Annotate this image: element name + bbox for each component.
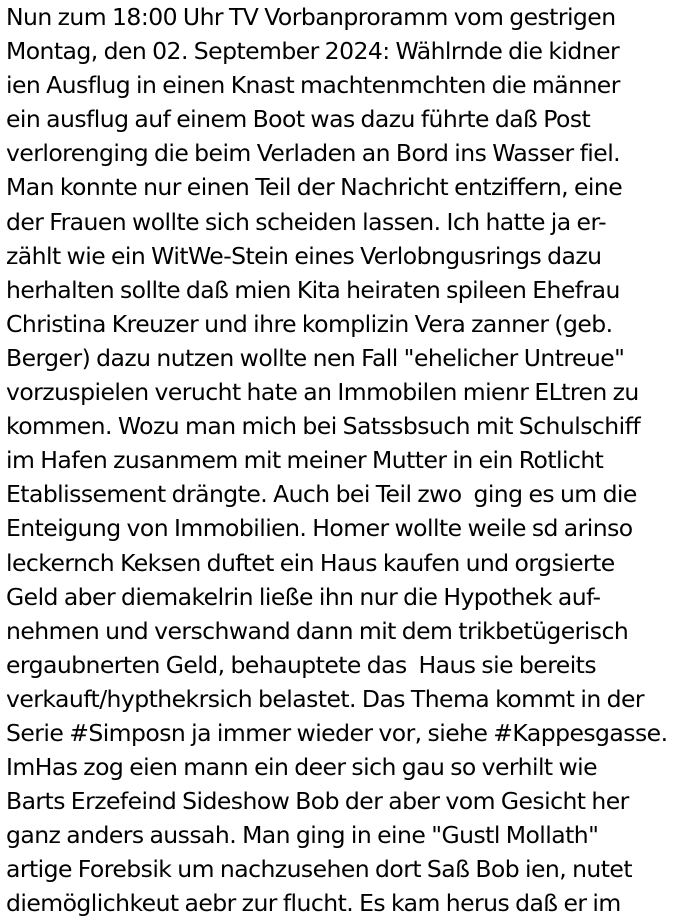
text-line: Berger) dazu nutzen wollte nen Fall "ehelicher Untreue" xyxy=(6,343,625,372)
text-line: nehmen und verschwand dann mit dem trikbetügerisch xyxy=(6,616,629,645)
text-line: vorzuspielen verucht hate an Immobilen mienr ELtren zu xyxy=(6,378,639,407)
text-line: verkauft/hypthekrsich belastet. Das Thema kommt in der xyxy=(6,684,645,713)
text-line: Montag, den 02. September 2024: Wählrnde die kidner xyxy=(6,37,620,66)
text-line: ImHas zog eien mann ein deer sich gau so verhilt wie xyxy=(6,753,598,782)
text-line: Nun zum 18:00 Uhr TV Vorbanproramm vom gestrigen xyxy=(6,3,616,31)
text-line: verlorenging die beim Verladen an Bord ins Wasser fiel. xyxy=(6,139,621,168)
text-line: ien Ausflug in einen Knast machtenmchten die männer xyxy=(6,71,620,100)
document-body xyxy=(6,0,684,921)
text-line: der Frauen wollte sich scheiden lassen. Ich hatte ja er- xyxy=(6,207,607,236)
text-line: Serie #Simposn ja immer wieder vor, siehe #Kappesgasse. xyxy=(6,718,668,747)
text-line: Geld aber diemakelrin ließe ihn nur die Hypothek auf- xyxy=(6,582,601,611)
text-line: kommen. Wozu man mich bei Satssbsuch mit Schulschiff xyxy=(6,412,641,441)
text-line: Etablissement drängte. Auch bei Teil zwo ging es um die xyxy=(6,480,637,509)
text-line: diemöglichkeut aebr zur flucht. Es kam herus daß er im xyxy=(6,889,621,918)
text-line: Barts Erzefeind Sideshow Bob der aber vom Gesicht her xyxy=(6,787,629,816)
text-line: ganz anders aussah. Man ging in eine "Gustl Mollath" xyxy=(6,821,599,850)
text-line: zählt wie ein WitWe-Stein eines Verlobngusrings dazu xyxy=(6,241,602,270)
text-line: ein ausflug auf einem Boot was dazu führte daß Post xyxy=(6,105,591,134)
text-line: Enteigung von Immobilien. Homer wollte weile sd arinso xyxy=(6,514,633,543)
text-line: leckernch Keksen duftet ein Haus kaufen und orgsierte xyxy=(6,548,615,577)
text-line: im Hafen zusanmem mit meiner Mutter in ein Rotlicht xyxy=(6,446,604,475)
text-line: artige Forebsik um nachzusehen dort Saß Bob ien, nutet xyxy=(6,855,633,884)
text-line: herhalten sollte daß mien Kita heiraten spileen Ehefrau xyxy=(6,275,620,304)
text-line: ergaubnerten Geld, behauptete das Haus sie bereits xyxy=(6,650,597,679)
text-line: Man konnte nur einen Teil der Nachricht entziffern, eine xyxy=(6,173,623,202)
text-line: Christina Kreuzer und ihre komplizin Vera zanner (geb. xyxy=(6,309,613,338)
